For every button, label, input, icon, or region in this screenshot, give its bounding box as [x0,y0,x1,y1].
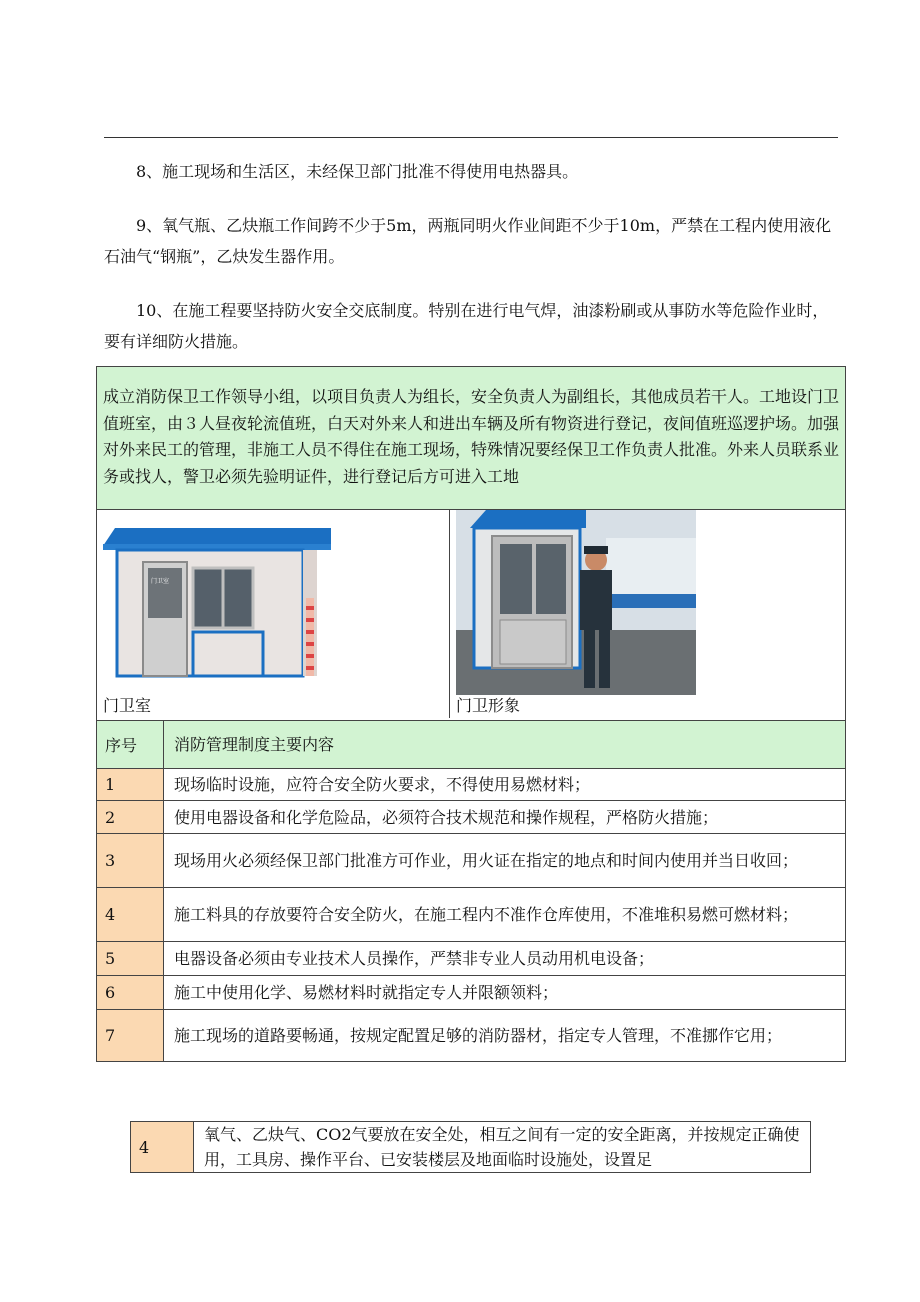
row-text: 使用电器设备和化学危险品，必须符合技术规范和操作规程，严格防火措施； [164,801,846,834]
guard-image-cell [450,510,845,718]
row-text: 施工料具的存放要符合安全防火，在施工程内不准作仓库使用，不准堆积易燃可燃材料； [164,888,846,942]
paragraph-8: 8、施工现场和生活区，未经保卫部门批准不得使用电热器具。 [136,162,579,181]
row-text: 施工现场的道路要畅通，按规定配置足够的消防器材，指定专人管理，不准挪作它用； [164,1010,846,1062]
row-number: 4 [97,888,164,942]
intro-cell: 成立消防保卫工作领导小组，以项目负责人为组长，安全负责人为副组长，其他成员若干人。工地设门卫值班室，由３人昼夜轮流值班，白天对外来人和进出车辆及所有物资进行登记，夜间值班巡逻护场。加强对外来民工的管理，非施工人员不得住在施工现场，特殊情况要经保卫工作负责人批准。外来人员联系业务或找人，警卫必须先验明证件，进行登记后方可进入工地 [97,367,846,510]
row-number: 5 [97,942,164,976]
row-number: 3 [97,834,164,888]
table-row [97,976,846,1010]
row-number: 6 [97,976,164,1010]
continuation-table [130,1121,811,1173]
row-number: 1 [97,769,164,801]
row-text: 电器设备必须由专业技术人员操作，严禁非专业人员动用机电设备； [164,942,846,976]
table-header-number: 序号 [97,721,164,769]
row-number: 2 [97,801,164,834]
table-header-content: 消防管理制度主要内容 [164,721,846,769]
row-text: 现场临时设施，应符合安全防火要求，不得使用易燃材料； [164,769,846,801]
guard-booth-picture [103,528,333,693]
paragraph-10: 10、在施工程要坚持防火安全交底制度。特别在进行电气焊，油漆粉刷或从事防水等危险作业时，要有详细防火措施。 [104,301,829,351]
table-row [97,769,846,801]
row-number: 7 [97,1010,164,1062]
table-row [97,801,846,834]
guard-on-duty-picture [456,510,696,695]
booth-sign-text: 门卫室 [151,578,170,585]
guard-caption: 门卫形象 [456,696,521,715]
row-text: 氧气、乙炔气、CO2气要放在安全处，相互之间有一定的安全距离，并按规定正确使用，工具房、操作平台、已安装楼层及地面临时设施处，设置足 [194,1122,811,1173]
row-text: 现场用火必须经保卫部门批准方可作业，用火证在指定的地点和时间内使用并当日收回； [164,834,846,888]
table-row [97,888,846,942]
fire-management-table [96,366,846,1062]
header-rule [104,137,838,138]
table-row [97,1010,846,1062]
table-row [97,942,846,976]
guard-booth-image-cell [97,510,450,718]
table-row [97,834,846,888]
row-text: 施工中使用化学、易燃材料时就指定专人并限额领料； [164,976,846,1010]
paragraph-9: 9、氧气瓶、乙炔瓶工作间跨不少于5m，两瓶同明火作业间距不少于10m，严禁在工程内使用液化石油气“钢瓶”，乙炔发生器作用。 [104,216,832,266]
table-row [131,1122,811,1173]
row-number: 4 [131,1122,194,1173]
guard-booth-caption: 门卫室 [103,696,152,715]
